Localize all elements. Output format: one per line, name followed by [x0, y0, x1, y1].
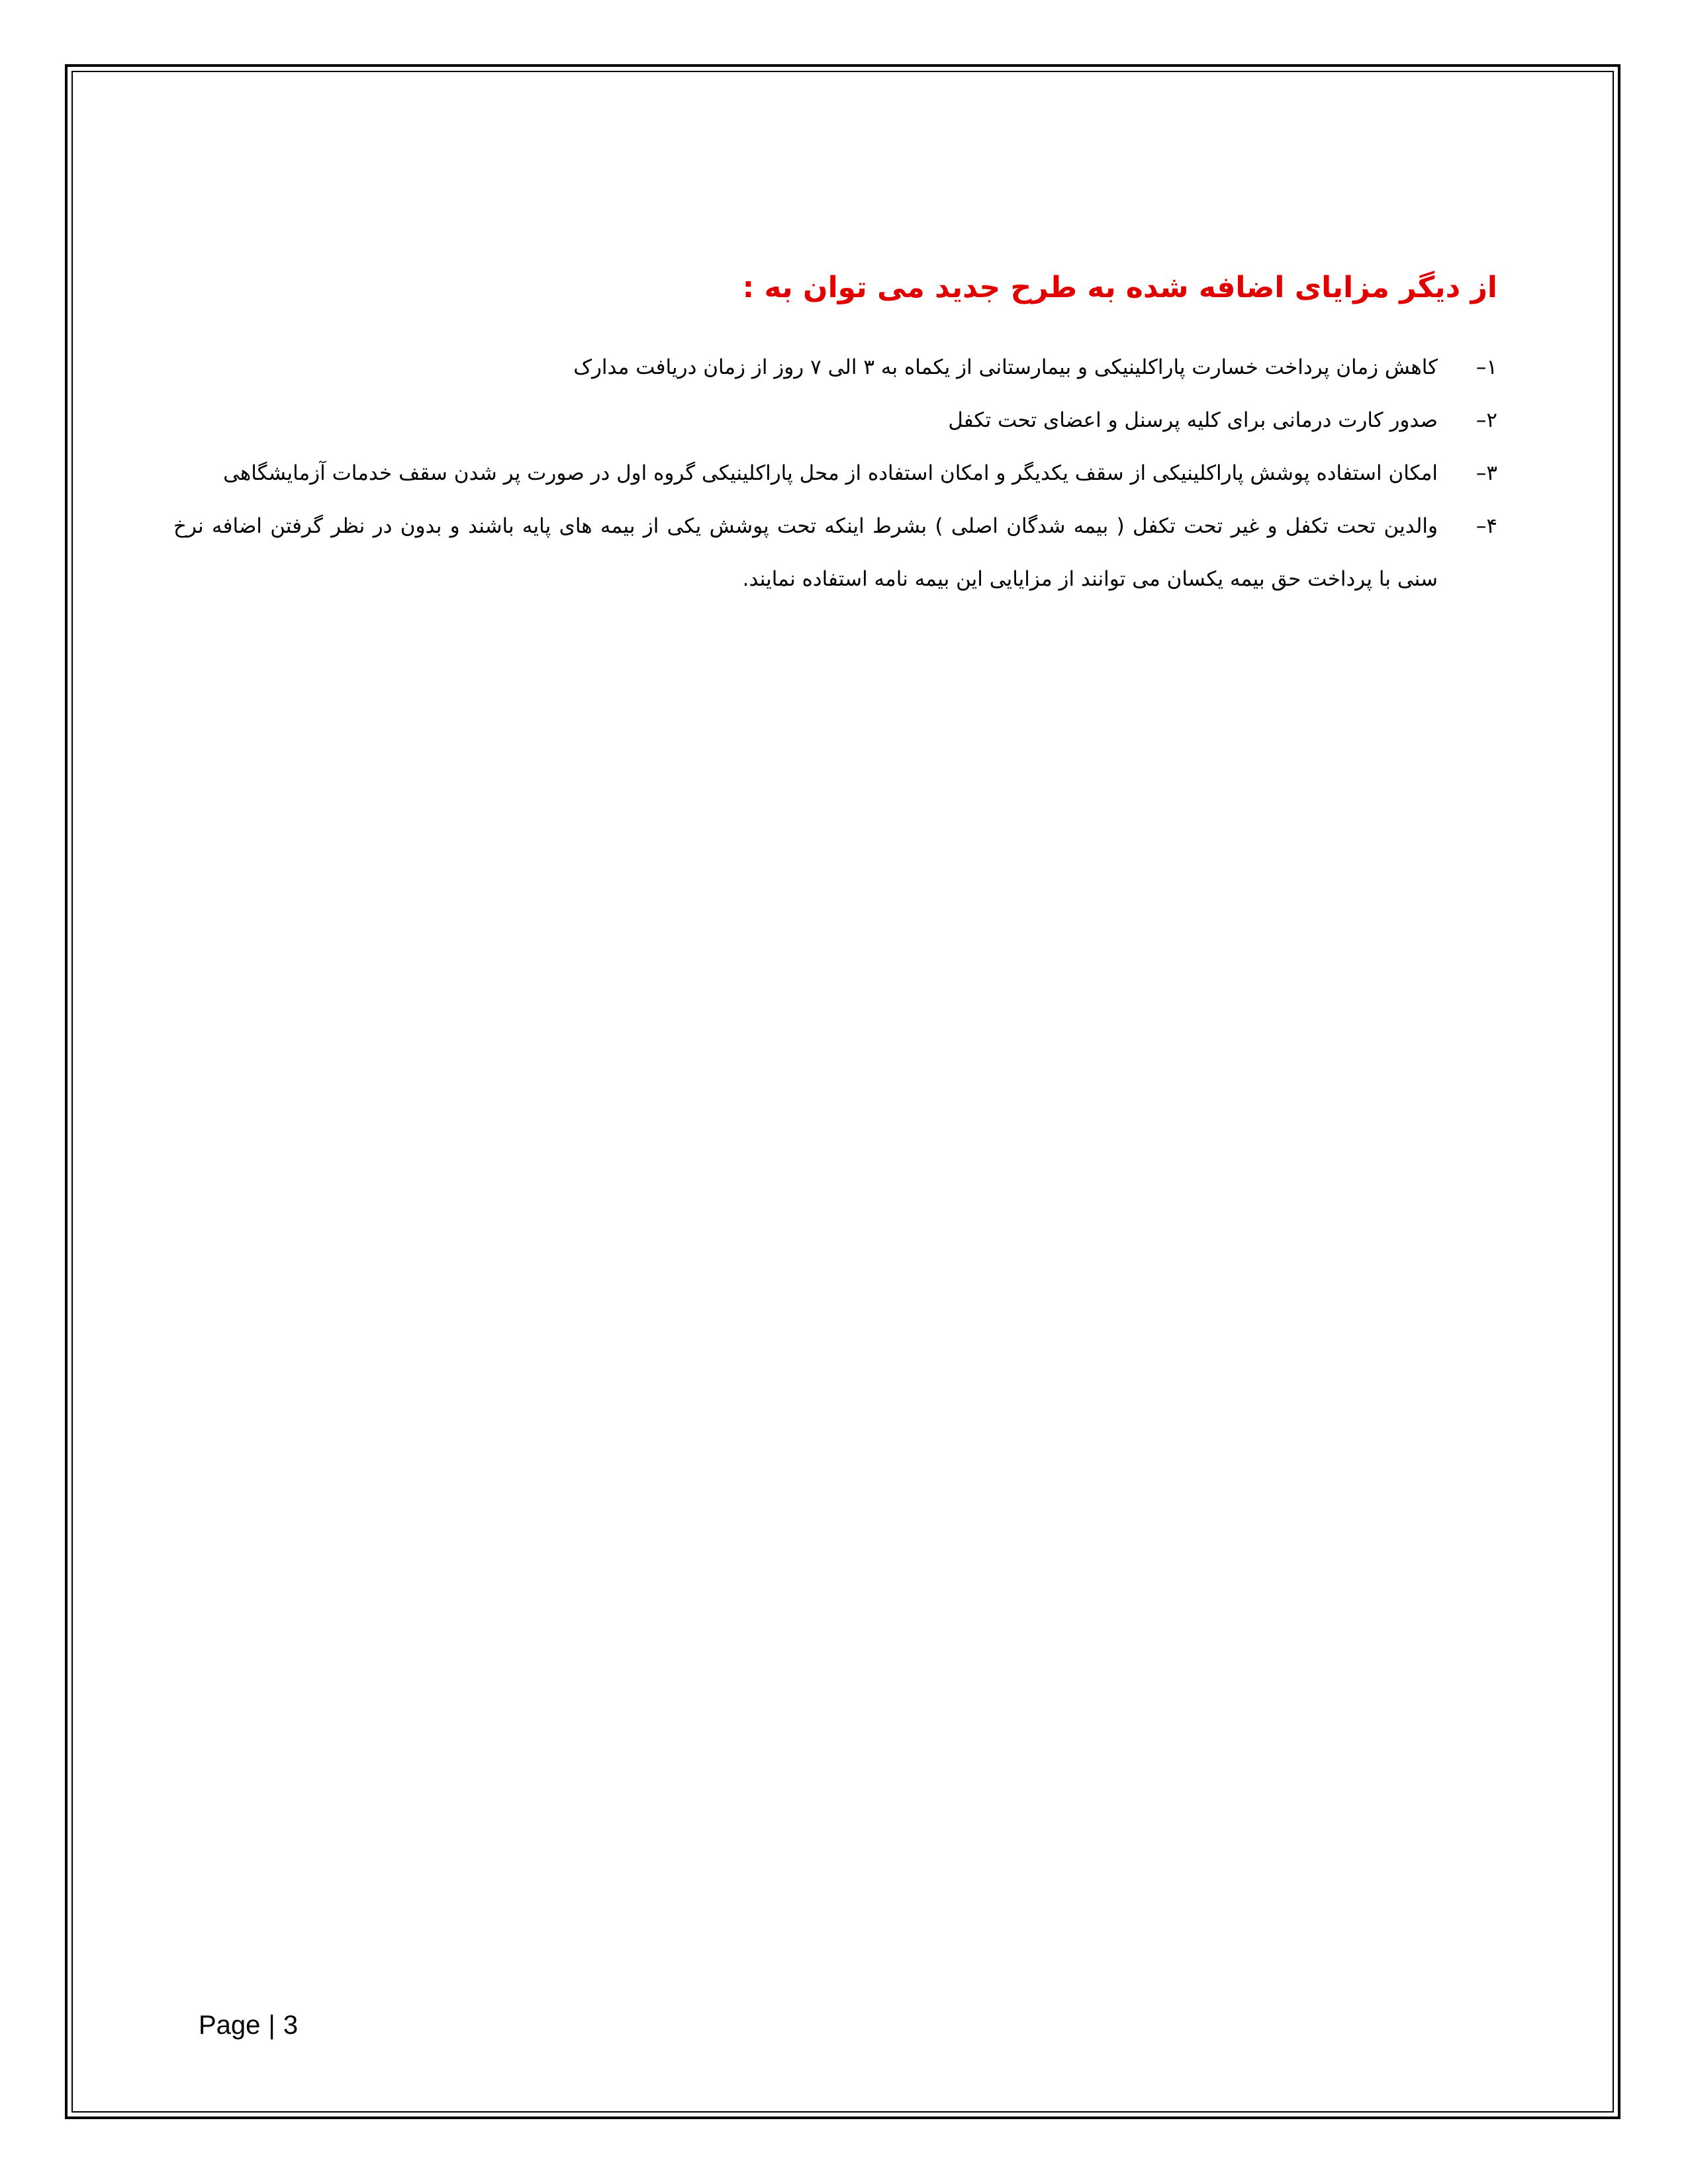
list-item-number: ۴– [1476, 514, 1497, 538]
list-item-number: ۱– [1476, 355, 1497, 379]
list-item [173, 394, 1497, 447]
list-item-text: امکان استفاده پوشش پاراکلینیکی از سقف یکدیگر و امکان استفاده از محل پاراکلینیکی گروه اول در صورت پر شدن سقف خدمات آزمایشگاهی [223, 461, 1438, 485]
list-item-text: کاهش زمان پرداخت خسارت پاراکلینیکی و بیمارستانی از یکماه به ۳ الی ۷ روز از زمان دریافت مدارک [573, 355, 1438, 379]
list-item [173, 500, 1497, 606]
list-item [173, 341, 1497, 394]
list-item [173, 447, 1497, 500]
list-item-number: ۲– [1476, 408, 1497, 432]
section-heading: از دیگر مزایای اضافه شده به طرح جدید می توان به : [742, 271, 1497, 304]
list-item-text: صدور کارت درمانی برای کلیه پرسنل و اعضای تحت تکفل [948, 408, 1438, 432]
footer-page-label: Page [199, 2011, 261, 2040]
list-item-number: ۳– [1476, 461, 1497, 485]
page-footer [199, 2005, 298, 2045]
list-item-text: والدین تحت تکفل و غیر تحت تکفل ( بیمه شدگان اصلی ) بشرط اینکه تحت پوشش یکی از بیمه های پایه باشند و بدون در نظر گرفتن اضافه نرخ سنی با پرداخت حق بیمه یکسان می توانند از مزایایی این بیمه نامه استفاده نمایند. [173, 514, 1438, 591]
footer-separator: | [268, 2011, 275, 2040]
benefits-list [173, 341, 1497, 606]
footer-page-number: 3 [283, 2011, 299, 2040]
